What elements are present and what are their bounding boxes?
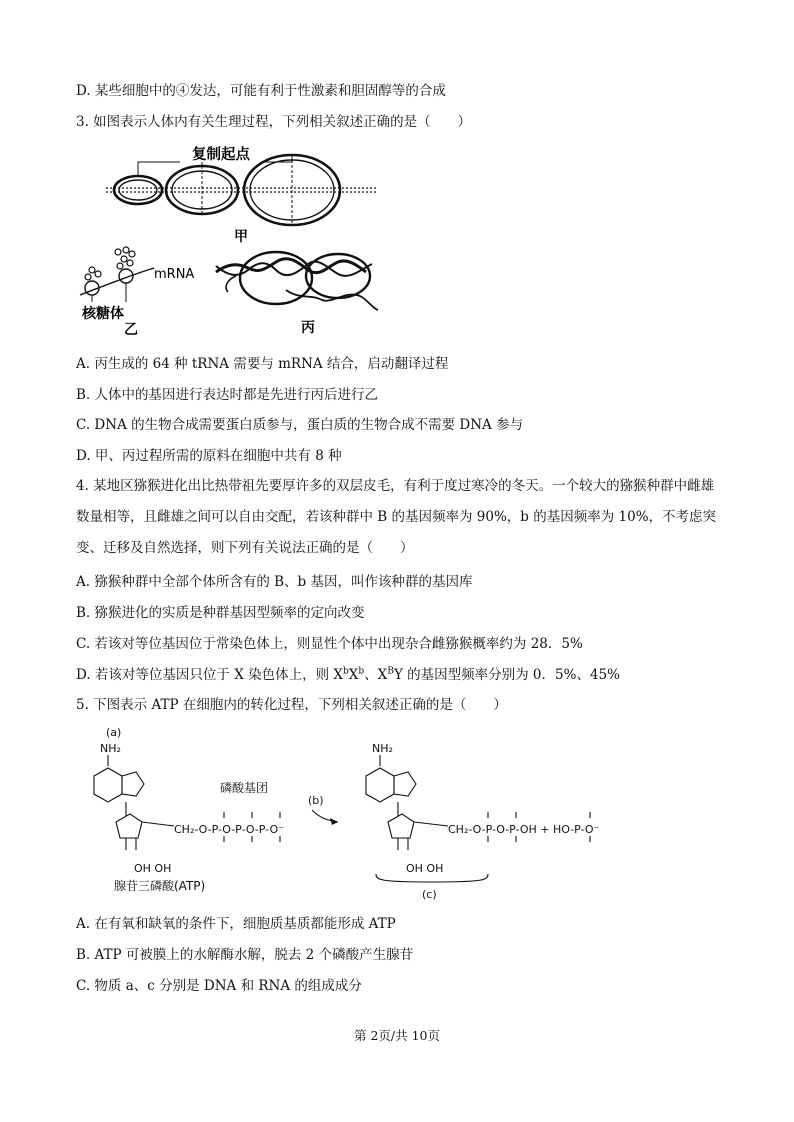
q5-option-a: A. 在有氧和缺氧的条件下，细胞质基质都能形成 ATP <box>76 916 396 932</box>
arrow-head-icon <box>330 818 338 825</box>
q4-option-d: D. 若该对等位基因只位于 X 染色体上，则 $X^bX^b$、$X^BY$ 的基因型频率分别为 0．5%、45% <box>76 666 620 683</box>
q4-stem: 4. 某地区猕猴进化出比热带祖先要厚许多的双层皮毛，有利于度过寒冷的冬天。一个较大的猕猴种群中雌雄数量相等，且雌雄之间可以自由交配，若该种群中 B 的基因频率为 90%，b 的基因频率为 10%，不考虑突变、迁移及自然选择，则下列有关说法正确的是（ ） <box>76 478 717 556</box>
transcription-diagram-bing <box>216 252 378 310</box>
adp-ribose-oh: OH OH <box>406 862 444 875</box>
q5-option-b: B. ATP 可被膜上的水解酶水解，脱去 2 个磷酸产生腺苷 <box>76 947 414 963</box>
label-b: (b) <box>308 794 324 807</box>
label-bing: 丙 <box>301 320 315 336</box>
q4-option-a: A. 猕猴种群中全部个体所含有的 B、b 基因，叫作该种群的基因库 <box>76 574 473 590</box>
label-c: (c) <box>422 888 437 901</box>
atp-ribose-oh: OH OH <box>134 862 172 875</box>
q3-option-c: C. DNA 的生物合成需要蛋白质参与，蛋白质的生物合成不需要 DNA 参与 <box>76 417 524 433</box>
atp-nh2: NH₂ <box>100 742 121 755</box>
adp-phosphate-chain: CH₂-O-P-O-P-OH + HO-P-O⁻ <box>448 823 600 836</box>
q5-option-c: C. 物质 a、c 分别是 DNA 和 RNA 的组成成分 <box>76 978 362 994</box>
adp-structure <box>366 755 590 882</box>
q3-stem: 3. 如图表示人体内有关生理过程，下列相关叙述正确的是（ ） <box>76 114 472 130</box>
q5-stem: 5. 下图表示 ATP 在细胞内的转化过程，下列相关叙述正确的是（ ） <box>76 697 507 713</box>
label-a: (a) <box>106 726 122 739</box>
atp-name-label: 腺苷三磷酸(ATP) <box>114 879 206 893</box>
q4-option-c: C. 若该对等位基因位于常染色体上，则显性个体中出现杂合雌猕猴概率约为 28．5% <box>76 636 583 652</box>
q4-option-b: B. 猕猴进化的实质是种群基因型频率的定向改变 <box>76 605 365 621</box>
adp-nh2: NH₂ <box>372 742 393 755</box>
replication-origin-label: 复制起点 <box>192 147 250 163</box>
q3-figure <box>76 140 496 340</box>
ribosome-label: 核糖体 <box>82 306 124 322</box>
replication-diagram-jia <box>106 155 376 225</box>
phosphate-group-label: 磷酸基团 <box>220 781 269 795</box>
label-yi: 乙 <box>124 322 138 338</box>
q3-option-d: D. 甲、丙过程所需的原料在细胞中共有 8 种 <box>76 448 342 464</box>
label-jia: 甲 <box>234 229 248 245</box>
translation-diagram-yi <box>80 247 154 302</box>
mrna-label: mRNA <box>154 267 195 282</box>
atp-phosphate-chain: CH₂-O-P-O-P-O-P-O⁻ <box>174 823 284 836</box>
q3-option-b: B. 人体中的基因进行表达时都是先进行丙后进行乙 <box>76 387 379 403</box>
page-footer: 第 2页/共 10页 <box>353 1028 441 1043</box>
q2-option-d: D. 某些细胞中的④发达，可能有利于性激素和胆固醇等的合成 <box>76 83 446 99</box>
q5-figure <box>76 722 636 902</box>
q3-option-a: A. 丙生成的 64 种 tRNA 需要与 mRNA 结合，启动翻译过程 <box>76 356 449 372</box>
